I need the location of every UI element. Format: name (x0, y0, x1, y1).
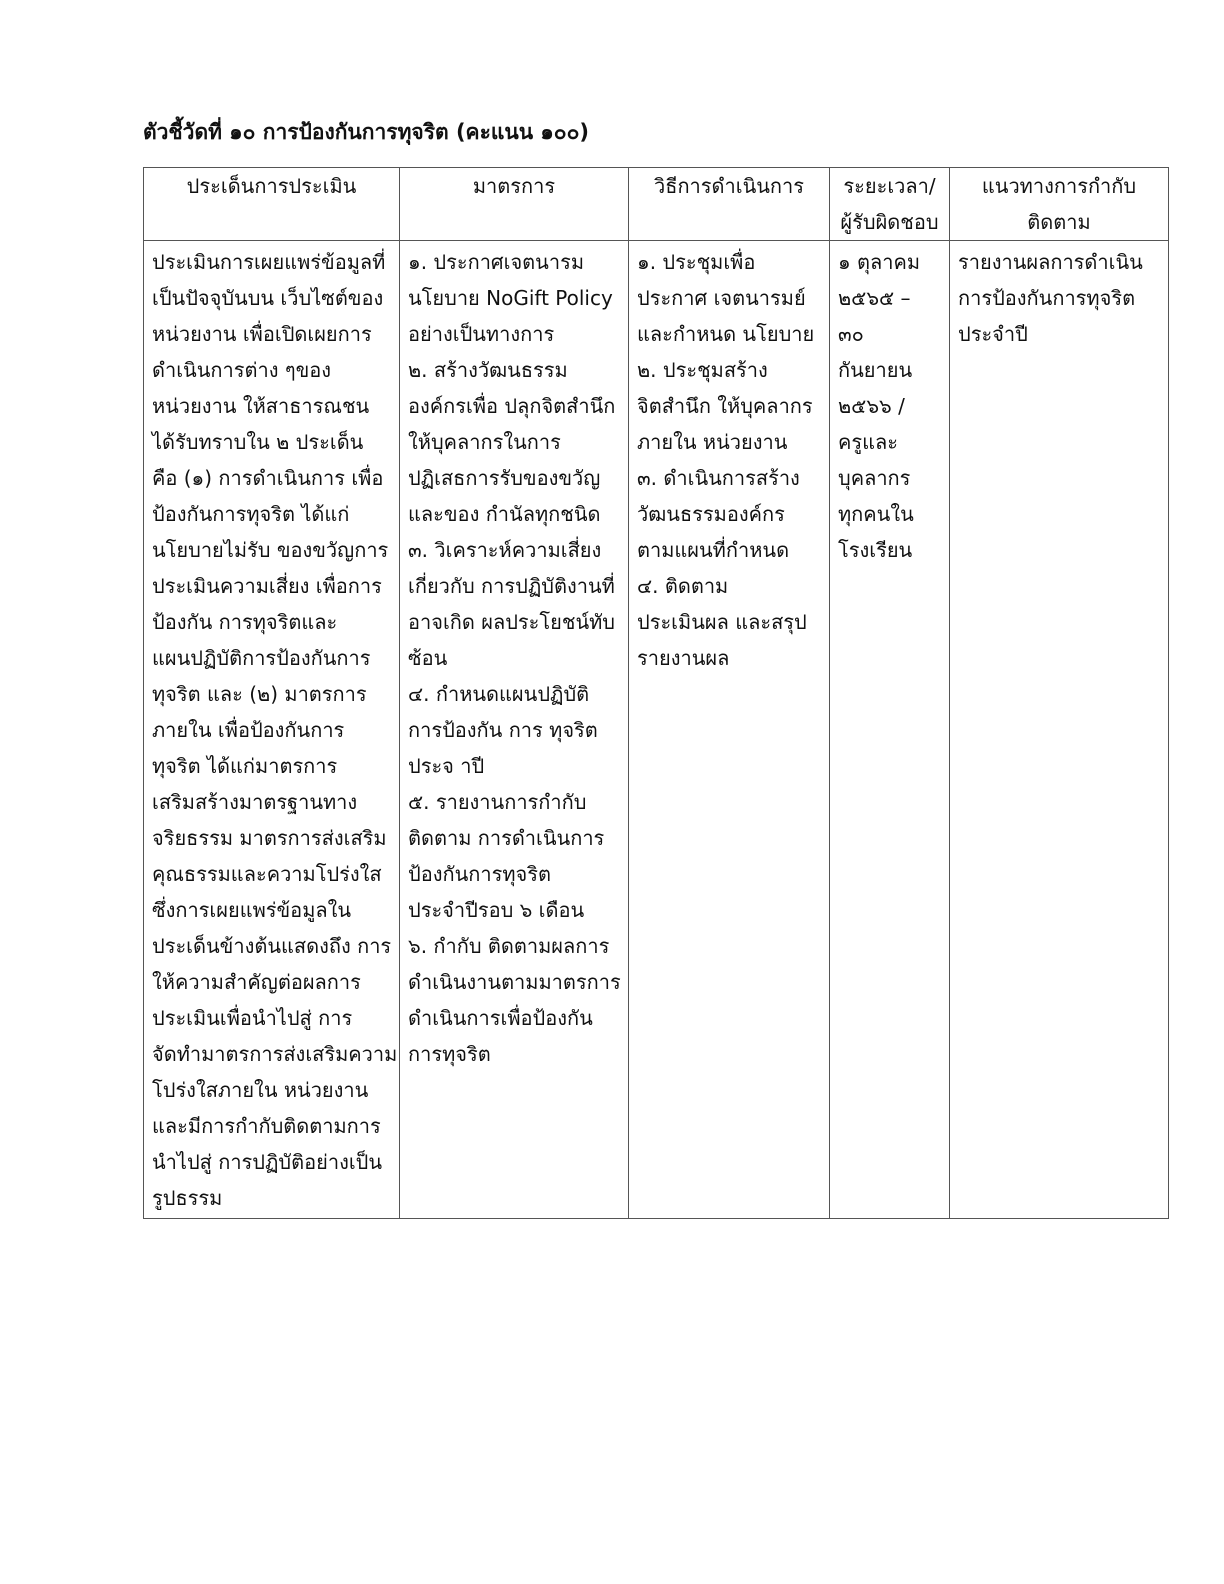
cell-methods (629, 241, 830, 1219)
cell-line: ครูและ (838, 430, 899, 454)
cell-line: วัฒนธรรมองค์กร (637, 502, 785, 526)
cell-line: ประเมินการเผยแพร่ข้อมูลที่ (152, 250, 386, 274)
cell-line: ประจำปีรอบ ๖ เดือน (408, 898, 585, 922)
cell-measures (400, 241, 629, 1219)
cell-line: ๕. รายงานการกำกับ (408, 790, 587, 814)
cell-line: บุคลากร (838, 466, 911, 490)
header-measures (400, 168, 629, 241)
cell-line: ทุกคนใน (838, 502, 914, 526)
table-header-row (144, 168, 1169, 241)
cell-line: ได้รับทราบใน ๒ ประเด็น (152, 430, 364, 454)
cell-monitoring (950, 241, 1169, 1219)
cell-line: ๒๕๖๖ / (838, 394, 905, 418)
cell-line: รูปธรรม (152, 1186, 223, 1210)
cell-line: ๓. ดำเนินการสร้าง (637, 466, 800, 490)
header-line: วิธีการดำเนินการ (654, 174, 804, 198)
cell-line: รายงานผลการดำเนิน (958, 250, 1143, 274)
cell-line: ประจ าปี (408, 754, 485, 778)
cell-line: ซ้อน (408, 646, 448, 670)
cell-line: โปร่งใสภายใน หน่วยงาน (152, 1078, 369, 1102)
cell-line: องค์กรเพื่อ ปลุกจิตสำนึก (408, 394, 616, 418)
cell-line: ป้องกัน การทุจริตและ (152, 610, 338, 634)
cell-period-responsible (830, 241, 950, 1219)
header-line: ประเด็นการประเมิน (186, 174, 357, 198)
cell-line: ๔. ติดตาม (637, 574, 729, 598)
cell-line: และมีการกำกับติดตามการ (152, 1114, 381, 1138)
cell-line: ๒๕๖๕ – (838, 286, 911, 310)
cell-line: นโยบาย NoGift Policy (408, 286, 613, 310)
header-line: ติดตาม (1027, 210, 1091, 234)
cell-line: จิตสำนึก ให้บุคลากร (637, 394, 813, 418)
cell-line: ๑. ประกาศเจตนารม (408, 250, 584, 274)
cell-line: หน่วยงาน เพื่อเปิดเผยการ (152, 322, 372, 346)
header-methods (629, 168, 830, 241)
cell-line: ๑. ประชุมเพื่อ (637, 250, 756, 274)
cell-line: การทุจริต (408, 1042, 491, 1066)
cell-line: ป้องกันการทุจริต (408, 862, 551, 886)
cell-line: เสริมสร้างมาตรฐานทาง (152, 790, 358, 814)
cell-line: การป้องกัน การ ทุจริต (408, 718, 598, 742)
cell-line: ประเด็นข้างต้นแสดงถึง การ (152, 934, 392, 958)
anti-corruption-table (143, 167, 1169, 1219)
cell-line: แผนปฏิบัติการป้องกันการ (152, 646, 371, 670)
cell-line: ๓. วิเคราะห์ความเสี่ยง (408, 538, 602, 562)
cell-line: ๔. กำหนดแผนปฏิบัติ (408, 682, 590, 706)
cell-assessment-issue (144, 241, 400, 1219)
cell-line: ให้บุคลากรในการ (408, 430, 561, 454)
cell-line: ตามแผนที่กำหนด (637, 538, 790, 562)
header-line: ระยะเวลา/ (843, 174, 936, 198)
header-period-responsible (830, 168, 950, 241)
cell-line: ประเมินเพื่อนำไปสู่ การ (152, 1006, 353, 1030)
cell-line: และของ กำนัลทุกชนิด (408, 502, 601, 526)
cell-line: นโยบายไม่รับ ของขวัญการ (152, 538, 389, 562)
cell-line: ประจำปี (958, 322, 1028, 346)
cell-line: กันยายน (838, 358, 913, 382)
cell-line: ประเมินความเสี่ยง เพื่อการ (152, 574, 382, 598)
cell-line: ดำเนินการเพื่อป้องกัน (408, 1006, 593, 1030)
cell-line: ติดตาม การดำเนินการ (408, 826, 605, 850)
cell-line: ทุจริต ได้แก่มาตรการ (152, 754, 338, 778)
page-title: ตัวชี้วัดที่ ๑๐ การป้องกันการทุจริต (คะแนน ๑๐๐) (143, 120, 589, 144)
header-line: มาตรการ (472, 174, 556, 198)
cell-line: โรงเรียน (838, 538, 913, 562)
cell-line: ๒. ประชุมสร้าง (637, 358, 768, 382)
cell-line: ๓๐ (838, 322, 864, 346)
table-row (144, 241, 1169, 1219)
cell-line: ป้องกันการทุจริต ได้แก่ (152, 502, 350, 526)
cell-line: เกี่ยวกับ การปฏิบัติงานที่ (408, 574, 615, 598)
cell-line: ๖. กำกับ ติดตามผลการ (408, 934, 610, 958)
cell-line: ดำเนินการต่าง ๆของ (152, 358, 332, 382)
cell-line: ปฏิเสธการรับของขวัญ (408, 466, 601, 490)
cell-line: ทุจริต และ (๒) มาตรการ (152, 682, 367, 706)
cell-line: ซึ่งการเผยแพร่ข้อมูลใน (152, 898, 352, 922)
cell-line: ภายใน เพื่อป้องกันการ (152, 718, 345, 742)
header-assessment-issue (144, 168, 400, 241)
cell-line: จริยธรรม มาตรการส่งเสริม (152, 826, 387, 850)
cell-line: จัดทำมาตรการส่งเสริมความ (152, 1042, 398, 1066)
cell-line: ประเมินผล และสรุป (637, 610, 807, 634)
cell-line: รายงานผล (637, 646, 730, 670)
cell-line: อย่างเป็นทางการ (408, 322, 555, 346)
cell-line: ๒. สร้างวัฒนธรรม (408, 358, 568, 382)
header-monitoring (950, 168, 1169, 241)
cell-line: ดำเนินงานตามมาตรการ (408, 970, 621, 994)
cell-line: ภายใน หน่วยงาน (637, 430, 788, 454)
cell-line: คุณธรรมและความโปร่งใส (152, 862, 382, 886)
cell-line: ๑ ตุลาคม (838, 250, 921, 274)
cell-line: คือ (๑) การดำเนินการ เพื่อ (152, 466, 384, 490)
cell-line: อาจเกิด ผลประโยชน์ทับ (408, 610, 615, 634)
cell-line: เป็นปัจจุบันบน เว็บไซต์ของ (152, 286, 384, 310)
cell-line: และกำหนด นโยบาย (637, 322, 815, 346)
cell-line: หน่วยงาน ให้สาธารณชน (152, 394, 370, 418)
header-line: แนวทางการกำกับ (981, 174, 1137, 198)
cell-line: การป้องกันการทุจริต (958, 286, 1136, 310)
cell-line: ประกาศ เจตนารมย์ (637, 286, 806, 310)
header-line: ผู้รับผิดชอบ (840, 210, 939, 234)
cell-line: นำไปสู่ การปฏิบัติอย่างเป็น (152, 1150, 383, 1174)
cell-line: ให้ความสำคัญต่อผลการ (152, 970, 361, 994)
